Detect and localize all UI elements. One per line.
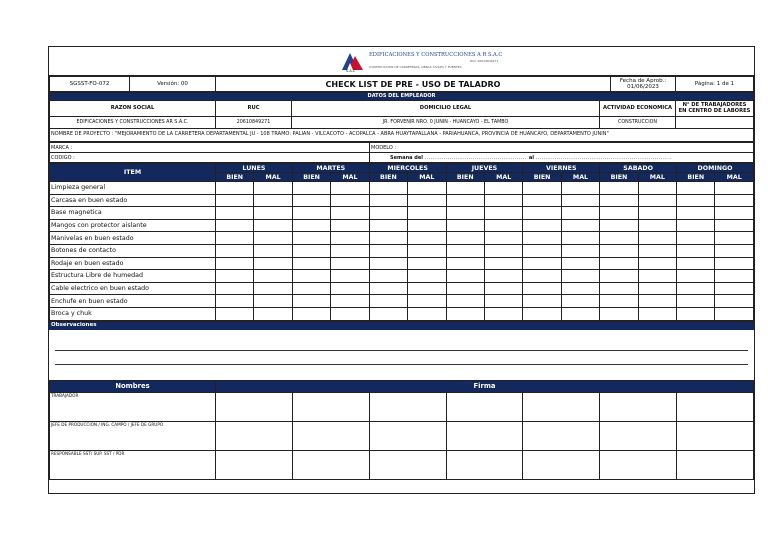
mal-check-cell[interactable] — [408, 207, 446, 220]
checklist-row — [50, 270, 754, 283]
bien-check-cell[interactable] — [292, 257, 330, 270]
bien-check-cell[interactable] — [600, 282, 638, 295]
project-name: NOMBRE DE PROYECTO : "MEJORAMIENTO DE LA CARRETERA DEPARTAMENTAL JU - 108 TRAMO: PALIAN - VILCACOTO - ACOPALCA - ABRA HUAYTAPALLANA - PARIAHUANCA, PROVINCIA DE HUANCAYO, DEPARTAMENTO JUNIN" — [50, 129, 754, 142]
bien-check-cell[interactable] — [216, 295, 254, 308]
mal-check-cell[interactable] — [254, 257, 292, 270]
bien-check-cell[interactable] — [216, 232, 254, 245]
checklist-item-label: Mangos con protector aislante — [50, 219, 216, 232]
bien-check-cell[interactable] — [677, 295, 715, 308]
mal-check-cell[interactable] — [331, 257, 369, 270]
signature-cell[interactable] — [677, 392, 754, 421]
mal-check-cell[interactable] — [484, 282, 522, 295]
bien-check-cell[interactable] — [292, 295, 330, 308]
bien-check-cell[interactable] — [292, 182, 330, 195]
signature-cell[interactable] — [446, 421, 523, 450]
logo-band — [49, 47, 754, 76]
document-code: SGSST-FO-072 — [50, 77, 130, 92]
signature-cell[interactable] — [523, 392, 600, 421]
mal-check-cell[interactable] — [638, 207, 676, 220]
mal-check-cell[interactable] — [254, 282, 292, 295]
mal-check-cell[interactable] — [715, 282, 754, 295]
signature-cell[interactable] — [446, 392, 523, 421]
bien-check-cell[interactable] — [600, 219, 638, 232]
bien-check-cell[interactable] — [600, 307, 638, 320]
approval-label: Fecha de Aprob.: — [619, 78, 667, 84]
mal-check-cell[interactable] — [254, 207, 292, 220]
col-bien-3: BIEN — [446, 173, 484, 182]
bien-check-cell[interactable] — [369, 182, 407, 195]
bien-check-cell[interactable] — [677, 282, 715, 295]
bien-check-cell[interactable] — [292, 194, 330, 207]
mal-check-cell[interactable] — [715, 295, 754, 308]
bien-check-cell[interactable] — [523, 182, 561, 195]
mal-check-cell[interactable] — [638, 182, 676, 195]
mal-check-cell[interactable] — [331, 194, 369, 207]
signature-cell[interactable] — [523, 421, 600, 450]
col-mal-6: MAL — [715, 173, 754, 182]
bien-check-cell[interactable] — [677, 194, 715, 207]
mal-check-cell[interactable] — [561, 219, 599, 232]
day-jueves: JUEVES — [446, 164, 523, 173]
bien-check-cell[interactable] — [446, 207, 484, 220]
mal-check-cell[interactable] — [484, 295, 522, 308]
signature-row — [50, 392, 754, 421]
mal-check-cell[interactable] — [715, 270, 754, 283]
bien-check-cell[interactable] — [446, 194, 484, 207]
mal-check-cell[interactable] — [561, 257, 599, 270]
mal-check-cell[interactable] — [408, 219, 446, 232]
bien-check-cell[interactable] — [523, 270, 561, 283]
mal-check-cell[interactable] — [715, 219, 754, 232]
ruc-value[interactable]: 20610849271 — [216, 117, 292, 129]
mal-check-cell[interactable] — [561, 270, 599, 283]
signature-cell[interactable] — [600, 450, 677, 479]
domicilio-value[interactable]: JR. FORVENIR NRO. 0 JUNIN - HUANCAYO - EL TAMBO — [292, 117, 600, 129]
bien-check-cell[interactable] — [292, 232, 330, 245]
bien-check-cell[interactable] — [600, 257, 638, 270]
bien-check-cell[interactable] — [369, 307, 407, 320]
observaciones-box[interactable] — [49, 321, 754, 380]
checklist-row — [50, 232, 754, 245]
bien-check-cell[interactable] — [523, 219, 561, 232]
signature-cell[interactable] — [369, 450, 446, 479]
checklist-row — [50, 194, 754, 207]
bien-check-cell[interactable] — [369, 219, 407, 232]
mal-check-cell[interactable] — [331, 219, 369, 232]
col-bien-5: BIEN — [600, 173, 638, 182]
bien-check-cell[interactable] — [216, 257, 254, 270]
checklist-row — [50, 307, 754, 320]
mal-check-cell[interactable] — [331, 295, 369, 308]
checklist-row — [50, 244, 754, 257]
checklist-item-label: Carcasa en buen estado — [50, 194, 216, 207]
bien-check-cell[interactable] — [600, 295, 638, 308]
signature-row — [50, 421, 754, 450]
mal-check-cell[interactable] — [638, 282, 676, 295]
bien-check-cell[interactable] — [677, 307, 715, 320]
mal-check-cell[interactable] — [715, 207, 754, 220]
col-bien-1: BIEN — [292, 173, 330, 182]
bien-check-cell[interactable] — [216, 282, 254, 295]
signature-role: JEFE DE PRODUCCION / ING. CAMPO / JEFE DE GRUPO — [50, 421, 216, 450]
mal-check-cell[interactable] — [638, 307, 676, 320]
signature-cell[interactable] — [523, 450, 600, 479]
approval-date: 01/06/2023 — [627, 84, 659, 90]
mal-check-cell[interactable] — [561, 194, 599, 207]
company-tagline: CONSTRUCCION DE CARRETERAS, OBRAS CIVILES Y PUENTES — [369, 65, 462, 69]
signature-cell[interactable] — [446, 450, 523, 479]
mal-check-cell[interactable] — [484, 257, 522, 270]
checklist-row — [50, 219, 754, 232]
mal-check-cell[interactable] — [254, 244, 292, 257]
header-table — [49, 76, 754, 92]
signature-cell[interactable] — [600, 421, 677, 450]
bien-check-cell[interactable] — [523, 282, 561, 295]
company-name: EDIFICACIONES Y CONSTRUCCIONES A R S.A.C — [369, 52, 503, 58]
mal-check-cell[interactable] — [715, 182, 754, 195]
observaciones-line-1 — [55, 350, 748, 351]
mal-check-cell[interactable] — [408, 232, 446, 245]
mal-check-cell[interactable] — [254, 232, 292, 245]
marca-field[interactable]: MARCA : — [50, 143, 370, 153]
checklist-item-label: Estructura Libre de humedad — [50, 270, 216, 283]
signature-cell[interactable] — [216, 450, 293, 479]
mal-check-cell[interactable] — [408, 182, 446, 195]
bien-check-cell[interactable] — [600, 207, 638, 220]
approval-date-cell — [611, 77, 676, 92]
bien-check-cell[interactable] — [369, 295, 407, 308]
day-domingo: DOMINGO — [677, 164, 754, 173]
employer-table — [49, 92, 754, 142]
mal-check-cell[interactable] — [331, 182, 369, 195]
document-title: CHECK LIST DE PRE - USO DE TALADRO — [216, 77, 611, 92]
bien-check-cell[interactable] — [677, 182, 715, 195]
bien-check-cell[interactable] — [292, 307, 330, 320]
mal-check-cell[interactable] — [331, 207, 369, 220]
bien-check-cell[interactable] — [600, 182, 638, 195]
mal-check-cell[interactable] — [484, 182, 522, 195]
mal-check-cell[interactable] — [254, 307, 292, 320]
signature-cell[interactable] — [292, 450, 369, 479]
modelo-field[interactable]: MODELO : — [370, 143, 754, 153]
checklist-item-label: Broca y chuk — [50, 307, 216, 320]
bien-check-cell[interactable] — [369, 244, 407, 257]
logo-caption: S.A.C — [346, 69, 356, 73]
signature-cell[interactable] — [677, 450, 754, 479]
mal-check-cell[interactable] — [484, 207, 522, 220]
bien-check-cell[interactable] — [446, 295, 484, 308]
bien-check-cell[interactable] — [369, 194, 407, 207]
mal-check-cell[interactable] — [254, 194, 292, 207]
bien-check-cell[interactable] — [677, 207, 715, 220]
mal-check-cell[interactable] — [561, 207, 599, 220]
col-bien-0: BIEN — [216, 173, 254, 182]
bien-check-cell[interactable] — [600, 244, 638, 257]
bien-check-cell[interactable] — [446, 282, 484, 295]
checklist-form — [48, 46, 755, 494]
firma-header: Firma — [216, 380, 754, 392]
signature-role: RESPONSABLE SST/ SUP. SST / PDR — [50, 450, 216, 479]
mal-check-cell[interactable] — [408, 194, 446, 207]
signature-cell[interactable] — [292, 392, 369, 421]
bien-check-cell[interactable] — [677, 257, 715, 270]
signature-cell[interactable] — [369, 392, 446, 421]
signature-cell[interactable] — [677, 421, 754, 450]
bien-check-cell[interactable] — [523, 207, 561, 220]
checklist-row — [50, 207, 754, 220]
bien-check-cell[interactable] — [369, 232, 407, 245]
trabajadores-value[interactable] — [676, 117, 754, 129]
day-lunes: LUNES — [216, 164, 293, 173]
company-ruc: RUC 20610849271 — [470, 59, 499, 63]
mal-check-cell[interactable] — [408, 257, 446, 270]
col-domicilio: DOMICILIO LEGAL — [292, 101, 600, 117]
item-header: ITEM — [50, 164, 216, 182]
mal-check-cell[interactable] — [484, 307, 522, 320]
bien-check-cell[interactable] — [446, 182, 484, 195]
mal-check-cell[interactable] — [408, 295, 446, 308]
bien-check-cell[interactable] — [677, 219, 715, 232]
mal-check-cell[interactable] — [638, 219, 676, 232]
mal-check-cell[interactable] — [715, 244, 754, 257]
checklist-item-label: Rodaje en buen estado — [50, 257, 216, 270]
mal-check-cell[interactable] — [561, 232, 599, 245]
bien-check-cell[interactable] — [523, 307, 561, 320]
mal-check-cell[interactable] — [638, 270, 676, 283]
al-label: al — [528, 154, 534, 161]
mal-check-cell[interactable] — [715, 194, 754, 207]
mal-check-cell[interactable] — [561, 307, 599, 320]
signature-cell[interactable] — [216, 421, 293, 450]
col-mal-3: MAL — [484, 173, 522, 182]
mal-check-cell[interactable] — [561, 182, 599, 195]
bien-check-cell[interactable] — [216, 207, 254, 220]
mal-check-cell[interactable] — [638, 194, 676, 207]
col-ruc: RUC — [216, 101, 292, 117]
company-logo — [339, 50, 502, 72]
bien-check-cell[interactable] — [677, 244, 715, 257]
checklist-items — [50, 182, 754, 321]
day-martes: MARTES — [292, 164, 369, 173]
bien-check-cell[interactable] — [523, 244, 561, 257]
signature-table — [49, 380, 754, 480]
employer-section-title: DATOS DEL EMPLEADOR — [50, 93, 754, 101]
mal-check-cell[interactable] — [561, 282, 599, 295]
bien-check-cell[interactable] — [292, 207, 330, 220]
equipment-fields — [49, 142, 754, 163]
page-number: Página: 1 de 1 — [676, 77, 754, 92]
bien-check-cell[interactable] — [677, 270, 715, 283]
observaciones-line-2 — [55, 364, 748, 365]
checklist-item-label: Botones de contacto — [50, 244, 216, 257]
col-trabajadores: N° DE TRABAJADORES EN CENTRO DE LABORES — [676, 101, 754, 117]
bien-check-cell[interactable] — [600, 232, 638, 245]
mal-check-cell[interactable] — [254, 270, 292, 283]
codigo-field[interactable]: CODIGO : — [50, 153, 370, 163]
bien-check-cell[interactable] — [292, 282, 330, 295]
col-razon-social: RAZON SOCIAL — [50, 101, 216, 117]
checklist-item-label: Cable electrico en buen estado — [50, 282, 216, 295]
col-bien-2: BIEN — [369, 173, 407, 182]
mal-check-cell[interactable] — [715, 307, 754, 320]
checklist-table — [49, 163, 754, 321]
signature-cell[interactable] — [216, 392, 293, 421]
mal-check-cell[interactable] — [638, 244, 676, 257]
bien-check-cell[interactable] — [600, 270, 638, 283]
bien-check-cell[interactable] — [216, 307, 254, 320]
bien-check-cell[interactable] — [446, 307, 484, 320]
semana-label: Semana del — [390, 154, 423, 161]
bien-check-cell[interactable] — [292, 244, 330, 257]
mal-check-cell[interactable] — [715, 257, 754, 270]
mal-check-cell[interactable] — [561, 244, 599, 257]
signature-cell[interactable] — [600, 392, 677, 421]
bien-check-cell[interactable] — [677, 232, 715, 245]
nombres-header: Nombres — [50, 380, 216, 392]
mal-check-cell[interactable] — [408, 307, 446, 320]
checklist-item-label: Manivelas en buen estado — [50, 232, 216, 245]
bien-check-cell[interactable] — [292, 219, 330, 232]
mal-check-cell[interactable] — [484, 244, 522, 257]
col-mal-4: MAL — [561, 173, 599, 182]
bien-check-cell[interactable] — [523, 295, 561, 308]
bien-check-cell[interactable] — [216, 219, 254, 232]
checklist-row — [50, 182, 754, 195]
signature-rows — [50, 392, 754, 479]
mal-check-cell[interactable] — [331, 307, 369, 320]
mal-check-cell[interactable] — [561, 295, 599, 308]
day-sabado: SABADO — [600, 164, 677, 173]
signature-row — [50, 450, 754, 479]
bien-check-cell[interactable] — [369, 270, 407, 283]
checklist-row — [50, 282, 754, 295]
mal-check-cell[interactable] — [408, 282, 446, 295]
mal-check-cell[interactable] — [254, 182, 292, 195]
mal-check-cell[interactable] — [331, 232, 369, 245]
col-mal-5: MAL — [638, 173, 676, 182]
col-actividad: ACTIVIDAD ECONOMICA — [600, 101, 676, 117]
col-mal-0: MAL — [254, 173, 292, 182]
bien-check-cell[interactable] — [216, 270, 254, 283]
col-mal-2: MAL — [408, 173, 446, 182]
bien-check-cell[interactable] — [446, 257, 484, 270]
actividad-value[interactable]: CONSTRUCCION — [600, 117, 676, 129]
mal-check-cell[interactable] — [715, 232, 754, 245]
mal-check-cell[interactable] — [331, 282, 369, 295]
checklist-item-label: Limpieza general — [50, 182, 216, 195]
day-miercoles: MIERCOLES — [369, 164, 446, 173]
mal-check-cell[interactable] — [254, 219, 292, 232]
mal-check-cell[interactable] — [331, 244, 369, 257]
checklist-row — [50, 257, 754, 270]
col-bien-6: BIEN — [677, 173, 715, 182]
mal-check-cell[interactable] — [484, 270, 522, 283]
bien-check-cell[interactable] — [369, 282, 407, 295]
mal-check-cell[interactable] — [638, 232, 676, 245]
bien-check-cell[interactable] — [369, 257, 407, 270]
signature-cell[interactable] — [369, 421, 446, 450]
observaciones-label: Observaciones — [49, 322, 754, 330]
bien-check-cell[interactable] — [369, 207, 407, 220]
checklist-row — [50, 295, 754, 308]
bien-check-cell[interactable] — [446, 270, 484, 283]
bien-check-cell[interactable] — [523, 194, 561, 207]
mal-check-cell[interactable] — [484, 232, 522, 245]
bien-check-cell[interactable] — [446, 232, 484, 245]
mal-check-cell[interactable] — [638, 295, 676, 308]
col-mal-1: MAL — [331, 173, 369, 182]
bien-check-cell[interactable] — [292, 270, 330, 283]
signature-cell[interactable] — [292, 421, 369, 450]
bien-check-cell[interactable] — [523, 232, 561, 245]
checklist-item-label: Base magnetica — [50, 207, 216, 220]
bien-check-cell[interactable] — [600, 194, 638, 207]
mal-check-cell[interactable] — [408, 244, 446, 257]
bien-check-cell[interactable] — [216, 182, 254, 195]
mal-check-cell[interactable] — [254, 295, 292, 308]
checklist-item-label: Enchufe en buen estado — [50, 295, 216, 308]
document-version: Versión: 00 — [130, 77, 216, 92]
bien-check-cell[interactable] — [216, 244, 254, 257]
bien-check-cell[interactable] — [446, 244, 484, 257]
mal-check-cell[interactable] — [408, 270, 446, 283]
signature-role: TRABAJADOR — [50, 392, 216, 421]
semana-field[interactable]: Semana del ................................................. al ................................................................. — [370, 153, 754, 163]
bien-check-cell[interactable] — [523, 257, 561, 270]
day-viernes: VIERNES — [523, 164, 600, 173]
mal-check-cell[interactable] — [484, 194, 522, 207]
bien-check-cell[interactable] — [446, 219, 484, 232]
mal-check-cell[interactable] — [638, 257, 676, 270]
razon-social-value[interactable]: EDIFICACIONES Y CONSTRUCCIONES AR S.A.C. — [50, 117, 216, 129]
mal-check-cell[interactable] — [331, 270, 369, 283]
mal-check-cell[interactable] — [484, 219, 522, 232]
bien-check-cell[interactable] — [216, 194, 254, 207]
col-bien-4: BIEN — [523, 173, 561, 182]
